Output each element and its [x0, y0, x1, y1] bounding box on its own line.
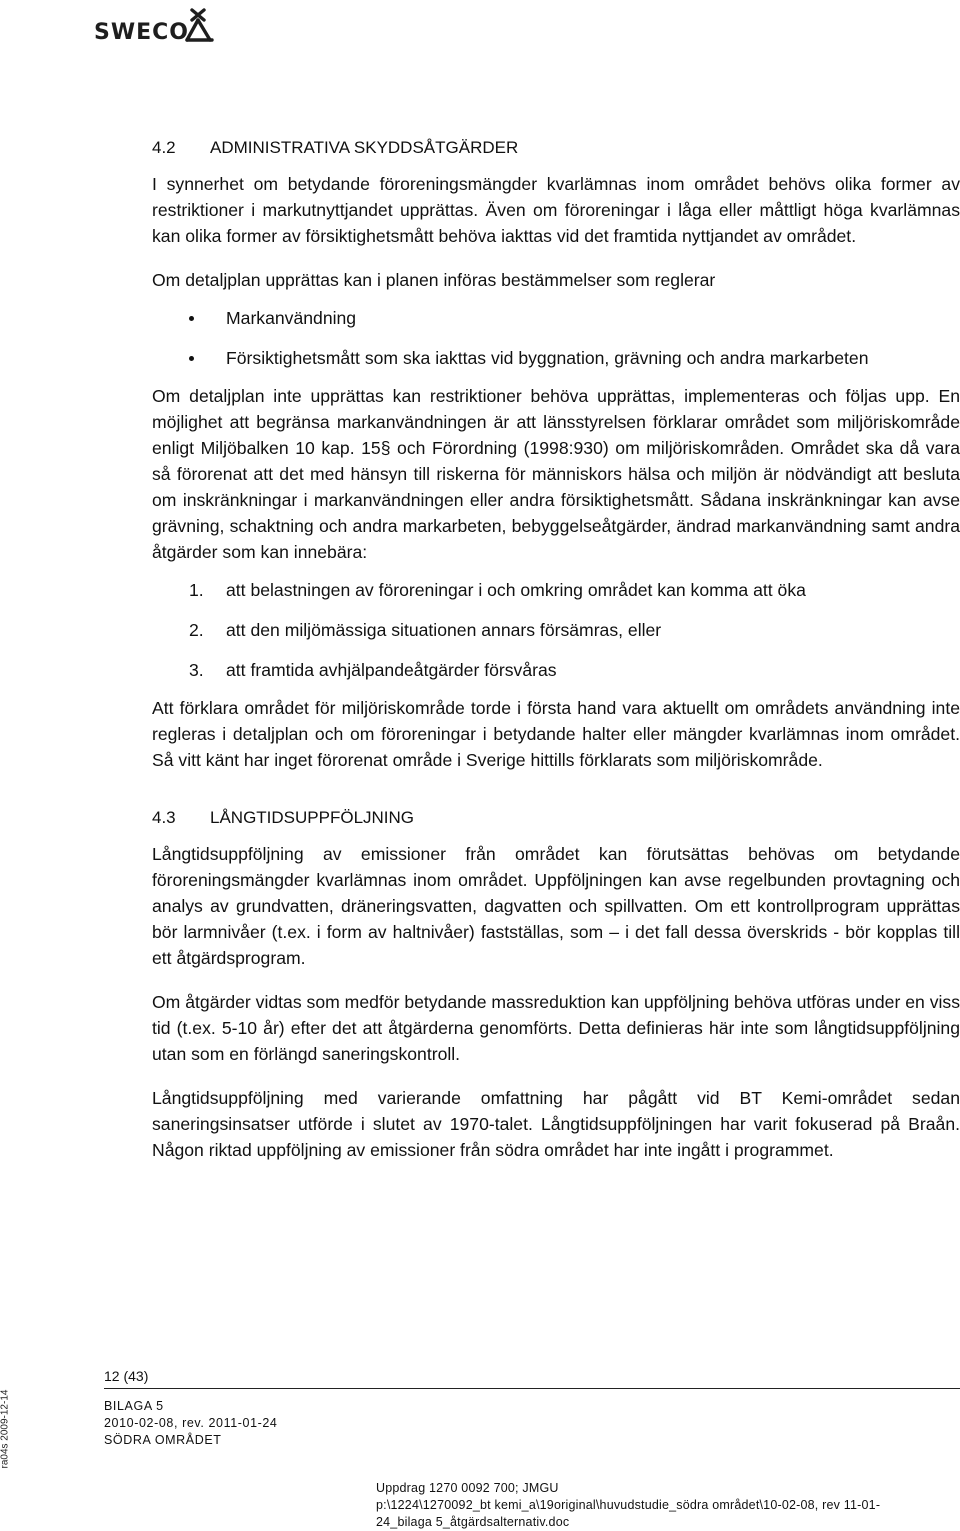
document-template-code: ra04s 2009-12-14	[0, 1389, 11, 1469]
item-text: att framtida avhjälpandeåtgärder försvåras	[226, 660, 557, 680]
footer-line: BILAGA 5	[104, 1399, 164, 1413]
sweco-mark-icon	[182, 6, 216, 46]
section-title: LÅNGTIDSUPPFÖLJNING	[210, 808, 415, 827]
section-heading-4-2	[152, 137, 960, 159]
footer-divider	[104, 1388, 960, 1389]
logo-text: SWECO	[94, 20, 189, 45]
item-number: 1.	[189, 580, 204, 600]
paragraph: Om detaljplan upprättas kan i planen införas bestämmelser som reglerar	[152, 270, 716, 290]
bullet-item	[152, 345, 960, 371]
page-footer	[0, 1360, 960, 1530]
section-heading-4-3	[152, 807, 960, 829]
paragraph: Långtidsuppföljning av emissioner från området kan förutsättas behövas om betydande föroreningsmängder kvarlämnas inom området. Uppföljningen kan avse regelbunden provtagning och analys av grundvatten, dräneringsvatten, dagvatten och spillvatten. Om ett kontrollprogram upprättas bör larmnivåer (t.ex. i form av haltnivåer) fastställas, som – i det fall dessa överskrids - bör kopplas till ett åtgärdsprogram.	[152, 844, 960, 968]
bullet-icon	[189, 316, 194, 321]
page-number: 12 (43)	[104, 1368, 149, 1384]
footer-line: SÖDRA OMRÅDET	[104, 1433, 222, 1447]
bullet-text: Markanvändning	[226, 308, 357, 328]
bullet-icon	[189, 356, 194, 361]
footer-line: 2010-02-08, rev. 2011-01-24	[104, 1416, 278, 1430]
paragraph: Om åtgärder vidtas som medför betydande massreduktion kan uppföljning behöva utföras under en viss tid (t.ex. 5-10 år) efter det att åtgärderna genomförts. Detta definieras här inte som långtidsuppföljning utan som en förlängd saneringskontroll.	[152, 992, 960, 1064]
paragraph: Långtidsuppföljning med varierande omfattning har pågått vid BT Kemi-området sedan saneringsinsatser utförde i slutet av 1970-talet. Långtidsuppföljningen har varit fokuserad på Braån. Någon riktad uppföljning av emissioner från södra området har inte ingått i programmet.	[152, 1088, 960, 1160]
numbered-list	[152, 577, 960, 683]
item-number: 2.	[189, 620, 204, 640]
section-title: ADMINISTRATIVA SKYDDSÅTGÄRDER	[210, 138, 519, 157]
paragraph: Att förklara området för miljöriskområde torde i första hand vara aktuellt om områdets användning inte regleras i detaljplan och om föroreningar i betydande halter eller mängder kvarlämnas inom området. Så vitt känt har inget förorenat område i Sverige hittills förklarats som miljöriskområde.	[152, 698, 960, 770]
numbered-item	[152, 577, 960, 603]
numbered-item	[152, 657, 960, 683]
bullet-text: Försiktighetsmått som ska iakttas vid byggnation, grävning och andra markarbeten	[226, 348, 869, 368]
paragraph: I synnerhet om betydande föroreningsmängder kvarlämnas inom området behövs olika former av restriktioner i markutnyttjandet upprättas. Även om föroreningar i låga eller måttligt höga kvarlämnas kan olika former av försiktighetsmått behöva iakttas vid det framtida nyttjandet av området.	[152, 174, 960, 246]
footer-line: Uppdrag 1270 0092 700; JMGU	[376, 1481, 559, 1495]
item-text: att den miljömässiga situationen annars försämras, eller	[226, 620, 662, 640]
bullet-list	[152, 305, 960, 371]
section-number: 4.2	[152, 138, 176, 157]
footer-line: p:\1224\1270092_bt kemi_a\19original\huvudstudie_södra området\10-02-08, rev 11-01-	[376, 1498, 881, 1512]
section-number: 4.3	[152, 808, 176, 827]
footer-file-info	[376, 1480, 880, 1531]
item-text: att belastningen av föroreningar i och omkring området kan komma att öka	[226, 580, 806, 600]
item-number: 3.	[189, 660, 204, 680]
footer-document-info	[104, 1398, 277, 1449]
document-body	[152, 137, 960, 1163]
bullet-item	[152, 305, 960, 331]
numbered-item	[152, 617, 960, 643]
footer-line: 24_bilaga 5_åtgärdsalternativ.doc	[376, 1515, 570, 1529]
paragraph: Om detaljplan inte upprättas kan restriktioner behöva upprättas, implementeras och följas upp. En möjlighet att begränsa markanvändningen är att länsstyrelsen förklarar området som miljöriskområde enligt Miljöbalken 10 kap. 15§ och Förordning (1998:930) om miljöriskområden. Området ska då vara så förorenat att det med hänsyn till riskerna för människors hälsa och miljön är nödvändigt att besluta om inskränkningar i markanvändningen eller andra försiktighetsmått. Sådana inskränkningar kan avse grävning, schaktning och andra markarbeten, bebyggelseåtgärder, ändrad markanvändning samt andra åtgärder som kan innebära:	[152, 386, 960, 562]
